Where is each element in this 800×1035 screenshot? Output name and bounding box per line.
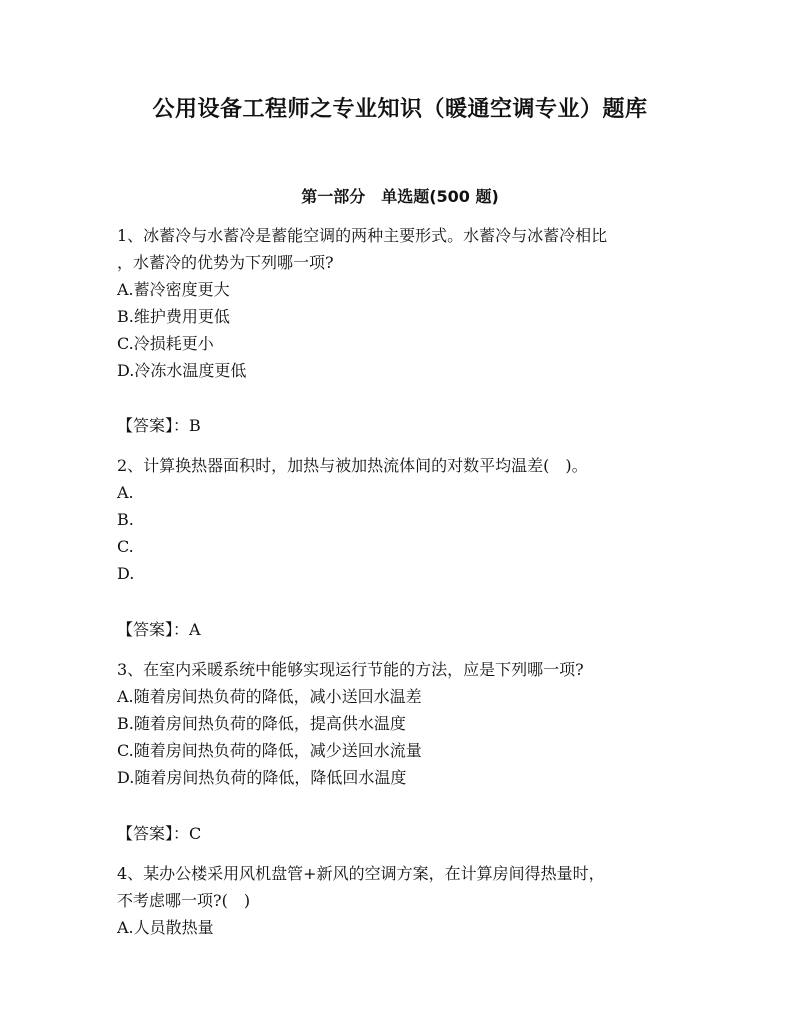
question-stem-line: 3、在室内采暖系统中能够实现运行节能的方法，应是下列哪一项? xyxy=(117,660,584,679)
option-d: D.随着房间热负荷的降低，降低回水温度 xyxy=(117,768,407,787)
option-a: A. xyxy=(117,483,134,502)
question-stem-line: 不考虑哪一项?( ) xyxy=(117,891,251,910)
option-d: D.冷冻水温度更低 xyxy=(117,361,247,380)
question-2 xyxy=(117,452,692,587)
option-a: A.蓄冷密度更大 xyxy=(117,280,230,299)
option-a: A.人员散热量 xyxy=(117,918,214,937)
question-stem-line: 1、冰蓄冷与水蓄冷是蓄能空调的两种主要形式。水蓄冷与冰蓄冷相比 xyxy=(117,226,608,245)
answer-1: 【答案】：B xyxy=(117,416,201,435)
option-a: A.随着房间热负荷的降低，减小送回水温差 xyxy=(117,687,422,706)
option-c: C. xyxy=(117,537,134,556)
question-3 xyxy=(117,656,692,791)
document-title: 公用设备工程师之专业知识（暖通空调专业）题库 xyxy=(152,97,648,122)
answer-2: 【答案】：A xyxy=(117,620,201,639)
option-b: B.维护费用更低 xyxy=(117,307,230,326)
question-1 xyxy=(117,222,692,384)
section-heading: 第一部分 单选题(500 题) xyxy=(301,187,499,206)
question-stem-line: 2、计算换热器面积时，加热与被加热流体间的对数平均温差( )。 xyxy=(117,456,588,475)
option-c: C.冷损耗更小 xyxy=(117,334,214,353)
question-4 xyxy=(117,860,692,941)
answer-3: 【答案】：C xyxy=(117,824,202,843)
option-b: B.随着房间热负荷的降低，提高供水温度 xyxy=(117,714,406,733)
option-b: B. xyxy=(117,510,134,529)
option-c: C.随着房间热负荷的降低，减少送回水流量 xyxy=(117,741,422,760)
question-stem-line: 4、某办公楼采用风机盘管+新风的空调方案，在计算房间得热量时， xyxy=(117,864,605,883)
option-d: D. xyxy=(117,564,135,583)
question-stem-line: ，水蓄冷的优势为下列哪一项? xyxy=(117,253,334,272)
